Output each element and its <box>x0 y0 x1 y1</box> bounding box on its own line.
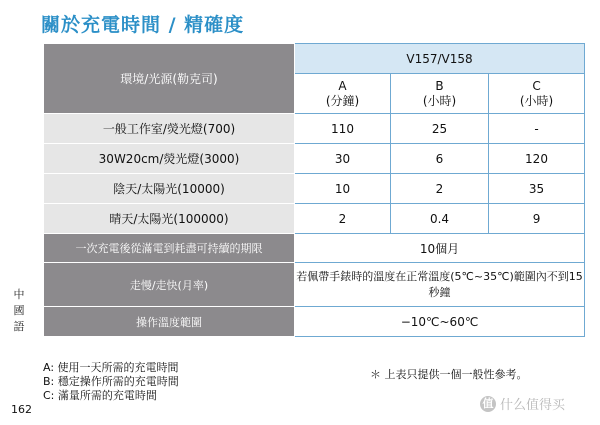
row-label: 走慢/走快(月率) <box>44 263 295 307</box>
row-label: 操作溫度範圍 <box>44 307 295 337</box>
cell-value: −10℃~60℃ <box>295 307 585 337</box>
model-header: V157/V158 <box>295 44 585 74</box>
row-label: 一般工作室/熒光燈(700) <box>44 114 295 144</box>
table-row <box>44 307 585 337</box>
cell-value: 6 <box>391 144 489 174</box>
table-row <box>44 174 585 204</box>
table-row <box>44 234 585 263</box>
charging-time-table <box>43 43 585 337</box>
env-header: 環境/光源(勒克司) <box>44 44 295 114</box>
watermark <box>480 394 565 413</box>
row-label: 陰天/太陽光(10000) <box>44 174 295 204</box>
cell-value: 0.4 <box>391 204 489 234</box>
cell-value: 2 <box>391 174 489 204</box>
page-title: 關於充電時間 / 精確度 <box>41 14 245 36</box>
row-label: 30W20cm/熒光燈(3000) <box>44 144 295 174</box>
watermark-text: 什么值得买 <box>500 398 566 413</box>
column-unit: (小時) <box>422 93 457 108</box>
cell-value: 120 <box>489 144 585 174</box>
footnote: ＊ 上表只提供一個一般性參考。 <box>370 368 528 381</box>
legend-item: C: 滿量所需的充電時間 <box>43 389 157 402</box>
column-header-b <box>391 74 489 114</box>
cell-value: 35 <box>489 174 585 204</box>
cell-value: 30 <box>295 144 391 174</box>
side-label-text: 中 國 語 <box>13 288 25 333</box>
column-unit: (小時) <box>519 93 554 108</box>
column-unit: (分鐘) <box>325 93 360 108</box>
column-letter: C <box>532 78 541 93</box>
cell-value: 10 <box>295 174 391 204</box>
cell-value: - <box>489 114 585 144</box>
row-label: 晴天/太陽光(100000) <box>44 204 295 234</box>
column-letter: B <box>435 78 444 93</box>
legend <box>43 361 179 403</box>
column-letter: A <box>338 78 347 93</box>
column-header-c <box>489 74 585 114</box>
cell-value: 25 <box>391 114 489 144</box>
table-row <box>44 144 585 174</box>
table-row <box>44 204 585 234</box>
legend-item: B: 穩定操作所需的充電時間 <box>43 375 179 388</box>
side-language-label <box>12 287 26 335</box>
cell-value: 9 <box>489 204 585 234</box>
cell-value: 10個月 <box>295 234 585 263</box>
table-row <box>44 263 585 307</box>
page-number: 162 <box>11 403 32 416</box>
row-label: 一次充電後從滿電到耗盡可持續的期限 <box>44 234 295 263</box>
cell-value: 若佩帶手錶時的溫度在正常溫度(5℃~35℃)範圍內不到15秒鐘 <box>295 263 585 307</box>
legend-item: A: 使用一天所需的充電時間 <box>43 361 179 374</box>
table-row <box>44 114 585 144</box>
cell-value: 2 <box>295 204 391 234</box>
watermark-logo-icon: 值 <box>480 396 496 412</box>
column-header-a <box>295 74 391 114</box>
cell-value: 110 <box>295 114 391 144</box>
